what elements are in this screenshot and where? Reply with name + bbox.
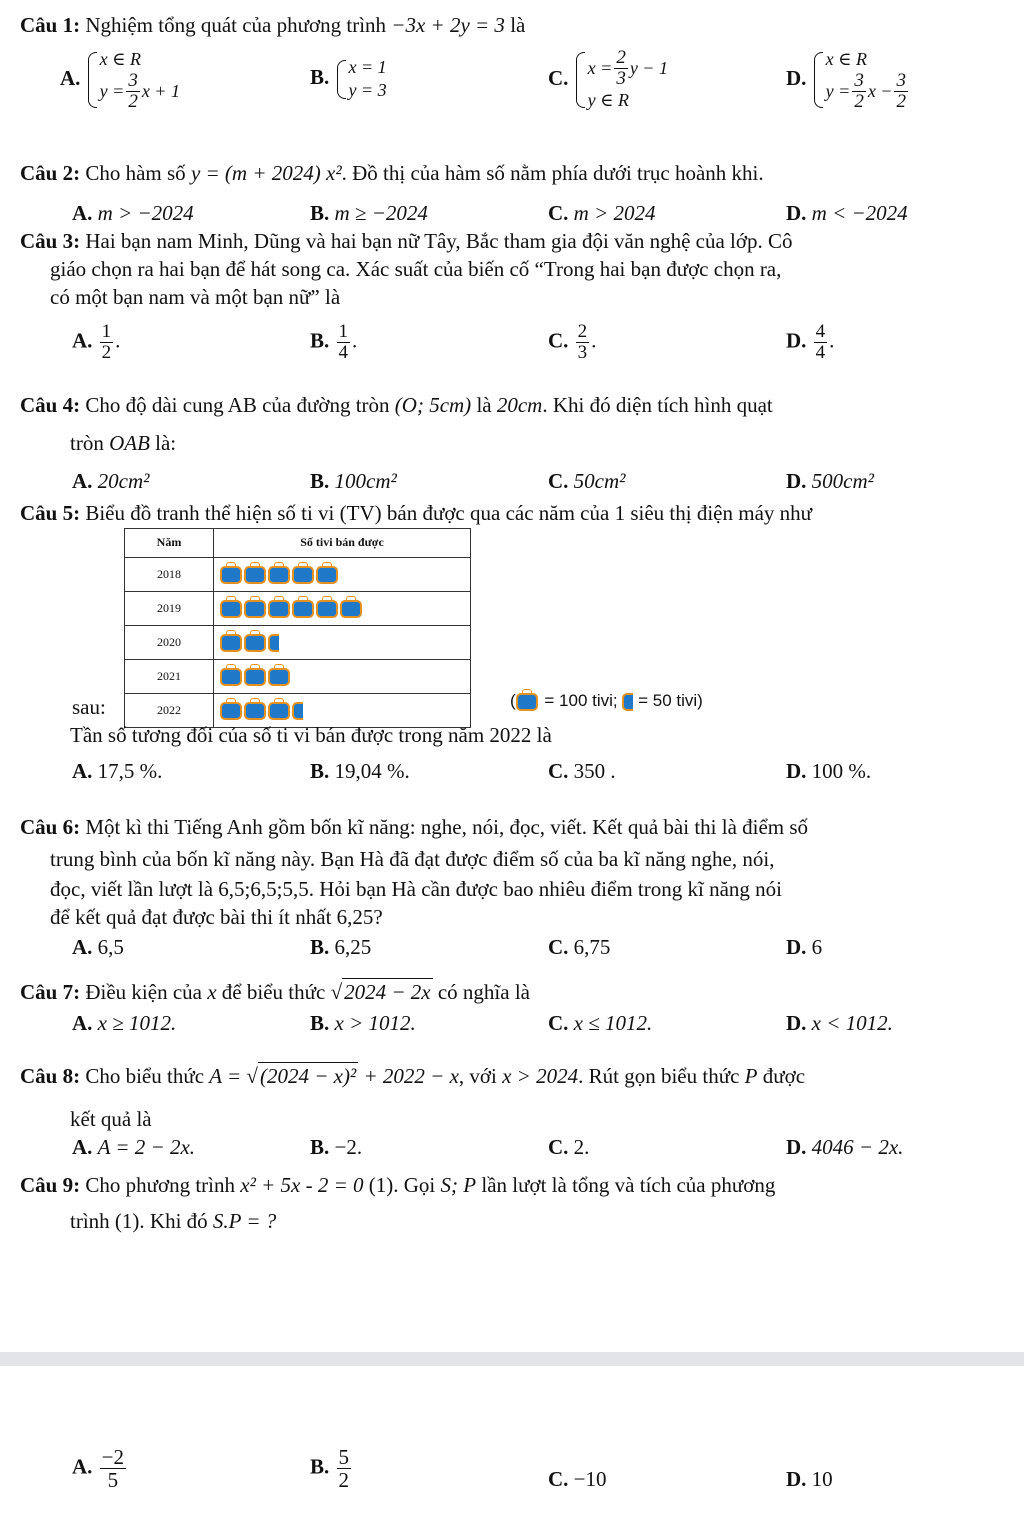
q3-option-a[interactable]: A. $\frac{1}{2}$ . (72, 321, 121, 363)
tv-full-icon (292, 600, 314, 618)
tv-icons-cell (214, 626, 471, 660)
q1-option-c[interactable] (548, 48, 668, 112)
equation-system (86, 48, 180, 112)
q4-line2: tròn OAB là: (70, 431, 177, 455)
table-row (125, 592, 471, 626)
q3-line3: có một bạn nam và một bạn nữ” là (50, 285, 341, 309)
q2-option-a[interactable]: A. m > −2024 (72, 201, 194, 225)
q1-option-b[interactable] (310, 56, 387, 103)
tv-icons-cell (214, 592, 471, 626)
tv-full-icon (340, 600, 362, 618)
tv-full-icon (244, 566, 266, 584)
q6-option-b[interactable]: B. 6,25 (310, 935, 372, 959)
q4-option-b[interactable]: B. 100cm² (310, 469, 397, 493)
q7-option-b[interactable]: B. x > 1012. (310, 1011, 416, 1035)
table-header-count: Số tivi bán được (214, 529, 471, 558)
tv-full-icon (220, 566, 242, 584)
q7-option-c[interactable]: C. x ≤ 1012. (548, 1011, 653, 1035)
q6-line1: Câu 6: Một kì thi Tiếng Anh gồm bốn kĩ năng: nghe, nói, đọc, viết. Kết quả bài thi là điểm số (20, 815, 809, 839)
q3-line2: giáo chọn ra hai bạn để hát song ca. Xác suất của biến cố “Trong hai bạn được chọn ra, (50, 257, 782, 281)
q4-line1: Câu 4: Cho độ dài cung AB của đường tròn (O; 5cm) là 20cm. Khi đó diện tích hình quạt (20, 393, 773, 417)
q1-equation: −3x + 2y = 3 (391, 13, 505, 37)
system-row: y = 3 (348, 80, 387, 101)
tv-full-icon (268, 668, 290, 686)
option-key: A. (60, 65, 81, 90)
equation-system (812, 48, 910, 112)
q5-stem: Câu 5: Biểu đồ tranh thể hiện số ti vi (TV) bán được qua các năm của 1 siêu thị điện máy như (20, 501, 813, 525)
tv-full-icon (220, 702, 242, 720)
q8-line2: kết quả là (70, 1107, 152, 1131)
system-row: x = 1 (348, 57, 387, 77)
q1-la: là (510, 13, 526, 37)
q8-option-a[interactable]: A. A = 2 − 2x. (72, 1135, 196, 1159)
q1-label: Câu 1: (20, 13, 81, 37)
q1-text: Nghiệm tổng quát của phương trình (85, 13, 387, 37)
q9-option-c[interactable]: C. −10 (548, 1467, 607, 1491)
q1-option-a[interactable] (60, 48, 180, 112)
table-header-year: Năm (125, 529, 214, 558)
q8-sqrt: (2024 − x)² (258, 1062, 358, 1090)
q4-option-a[interactable]: A. 20cm² (72, 469, 150, 493)
table-row (125, 558, 471, 592)
q2-option-c[interactable]: C. m > 2024 (548, 201, 656, 225)
q7-option-d[interactable]: D. x < 1012. (786, 1011, 893, 1035)
tv-full-icon (316, 600, 338, 618)
option-key: D. (786, 65, 807, 90)
tv-full-icon (244, 634, 266, 652)
tv-full-icon (268, 600, 290, 618)
legend-half-label: = 50 tivi) (638, 691, 703, 710)
q9-option-d[interactable]: D. 10 (786, 1467, 833, 1491)
tv-half-icon (268, 634, 279, 652)
year-cell: 2019 (125, 592, 214, 626)
tv-full-icon (316, 566, 338, 584)
equation-system (574, 48, 668, 112)
q1-option-d[interactable] (786, 48, 910, 112)
tv-icons-cell (214, 660, 471, 694)
q8-option-b[interactable]: B. −2. (310, 1135, 363, 1159)
q4-option-d[interactable]: D. 500cm² (786, 469, 874, 493)
tv-full-icon (516, 693, 538, 711)
q2-text2: . Đồ thị của hàm số nằm phía dưới trục hoành khi. (341, 161, 764, 185)
q7-option-a[interactable]: A. x ≥ 1012. (72, 1011, 177, 1035)
q6-line3: đọc, viết lần lượt là 6,5;6,5;5,5. Hỏi bạn Hà cần được bao nhiêu điểm trong kĩ năng nói (50, 877, 782, 901)
tv-full-icon (220, 600, 242, 618)
tv-icons-cell (214, 558, 471, 592)
q2-equation: y = (m + 2024) x² (190, 161, 342, 185)
q4-option-c[interactable]: C. 50cm² (548, 469, 626, 493)
tv-full-icon (220, 634, 242, 652)
q6-option-a[interactable]: A. 6,5 (72, 935, 124, 959)
q2-stem (20, 160, 764, 187)
q1-stem (20, 12, 525, 39)
q8-option-c[interactable]: C. 2. (548, 1135, 590, 1159)
q6-option-c[interactable]: C. 6,75 (548, 935, 611, 959)
q9-option-b[interactable]: B. $\frac{5}{2}$ (310, 1445, 350, 1493)
system-row: y ∈ R (587, 89, 629, 110)
page-divider (0, 1352, 1024, 1366)
system-row: y = $\frac{3}{2}$ x − $\frac{3}{2}$ (825, 70, 906, 113)
equation-system (335, 56, 387, 103)
table-row (125, 626, 471, 660)
option-key: C. (548, 65, 569, 90)
q7-sqrt: 2024 − 2x (342, 978, 433, 1006)
tv-full-icon (268, 566, 290, 584)
q3-option-d[interactable]: D. $\frac{4}{4}$ . (786, 321, 835, 363)
system-row: x = $\frac{2}{3}$ y − 1 (587, 47, 668, 89)
tv-full-icon (244, 668, 266, 686)
year-cell: 2021 (125, 660, 214, 694)
q5-option-b[interactable]: B. 19,04 %. (310, 759, 410, 783)
tv-full-icon (244, 600, 266, 618)
tv-half-icon (292, 702, 303, 720)
q5-legend: ( = 100 tivi; = 50 tivi) (510, 691, 703, 710)
q2-text: Cho hàm số (85, 161, 186, 185)
q9-stem: Câu 9: Cho phương trình x² + 5x - 2 = 0 (1). Gọi S; P lần lượt là tổng và tích của phương (20, 1173, 776, 1197)
year-cell: 2022 (125, 694, 214, 728)
q3-line1: Câu 3: Hai bạn nam Minh, Dũng và hai bạn nữ Tây, Bắc tham gia đội văn nghệ của lớp. Cô (20, 229, 793, 253)
system-row: y = $\frac{3}{2}$ x + 1 (99, 70, 180, 113)
q2-option-b[interactable]: B. m ≥ −2024 (310, 201, 428, 225)
tv-full-icon (292, 566, 314, 584)
q2-label: Câu 2: (20, 161, 81, 185)
q7-stem: Câu 7: Điều kiện của x để biểu thức √2024 − 2x có nghĩa là (20, 978, 530, 1006)
tv-full-icon (268, 702, 290, 720)
system-row: x ∈ R (825, 49, 867, 69)
legend-full-label: = 100 tivi; (544, 691, 618, 710)
q8-option-d[interactable]: D. 4046 − 2x. (786, 1135, 904, 1159)
q6-line2: trung bình của bốn kĩ năng này. Bạn Hà đã đạt được điểm số của ba kĩ năng nghe, nói, (50, 847, 775, 871)
q5-option-c[interactable]: C. 350 . (548, 759, 616, 783)
year-cell: 2020 (125, 626, 214, 660)
tv-full-icon (220, 668, 242, 686)
pictogram-table (124, 528, 471, 728)
q6-line4: để kết quả đạt được bài thi ít nhất 6,25? (50, 905, 383, 929)
q2-option-d[interactable]: D. m < −2024 (786, 201, 908, 225)
q6-option-d[interactable]: D. 6 (786, 935, 823, 959)
q5-sau: sau: (72, 695, 106, 719)
q5-ask: Tần số tương đối của số ti vi bán được trong năm 2022 là (70, 723, 552, 747)
option-key: B. (310, 65, 330, 90)
year-cell: 2018 (125, 558, 214, 592)
tv-full-icon (244, 702, 266, 720)
q8-stem: Câu 8: Cho biểu thức A = √(2024 − x)² + 2022 − x, với x > 2024. Rút gọn biểu thức P được (20, 1062, 805, 1090)
q3-option-c[interactable]: C. $\frac{2}{3}$ . (548, 321, 597, 363)
q5-option-a[interactable]: A. 17,5 %. (72, 759, 163, 783)
q9-line2: trình (1). Khi đó S.P = ? (70, 1209, 277, 1233)
table-row (125, 660, 471, 694)
q5-option-d[interactable]: D. 100 %. (786, 759, 872, 783)
q9-option-a[interactable]: A. $\frac{-2}{5}$ (72, 1445, 125, 1493)
q3-option-b[interactable]: B. $\frac{1}{4}$ . (310, 321, 358, 363)
system-row: x ∈ R (99, 49, 141, 69)
tv-half-icon (622, 693, 633, 711)
